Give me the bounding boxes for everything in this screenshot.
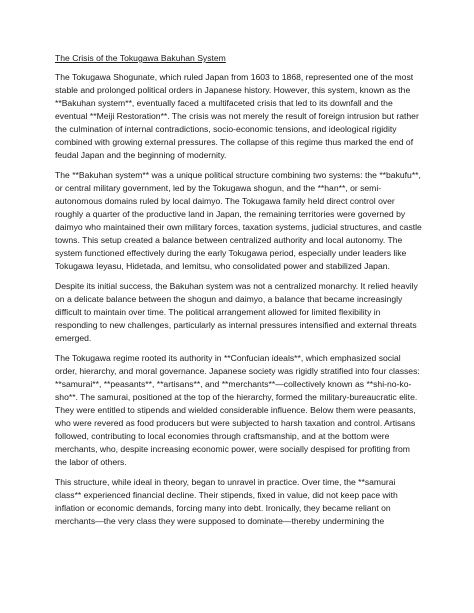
paragraph-confucian-ideals: The Tokugawa regime rooted its authority in **Confucian ideals**, which emphasized social order, hierarchy, and moral governance. Japanese society was rigidly stratified into four classes: **samurai**, **peasants**, **artisans**, and **merchants**—collectively known as **shi-no-ko-sho**. The samurai, positioned at the top of the hierarchy, formed the military-bureaucratic elite. They were entitled to stipends and wielded considerable influence. Below them were peasants, who were revered as food producers but were subjected to harsh taxation and control. Artisans followed, contributing to local economies through craftsmanship, and at the bottom were merchants, who, despite increasing economic power, were socially despised for profiting from the labor of others. bbox=[55, 353, 420, 467]
paragraph-samurai-decline: This structure, while ideal in theory, began to unravel in practice. Over time, the **samurai class** experienced financial decline. Their stipends, fixed in value, did not keep pace with inflation or economic demands, forcing many into debt. Ironically, they became reliant on merchants—the very class they were supposed to dominate—thereby undermining the bbox=[55, 477, 398, 526]
paragraph-initial-success: Despite its initial success, the Bakuhan system was not a centralized monarchy. It relied heavily on a delicate balance between the shogun and daimyo, a balance that became increasingly difficult to maintain over time. The political arrangement allowed for limited flexibility in responding to new challenges, particularly as internal pressures intensified and external threats emerged. bbox=[55, 281, 418, 343]
document-title: The Crisis of the Tokugawa Bakuhan System bbox=[55, 53, 226, 63]
paragraph-intro: The Tokugawa Shogunate, which ruled Japan from 1603 to 1868, represented one of the most stable and prolonged political orders in Japanese history. However, this system, known as the **Bakuhan system**, eventually faced a multifaceted crisis that led to its downfall and the eventual **Meiji Restoration**. The crisis was not merely the result of foreign intrusion but rather the culmination of internal contradictions, socio-economic tensions, and ideological rigidity combined with growing external pressures. The collapse of this regime thus marked the end of feudal Japan and the beginning of modernity. bbox=[55, 72, 419, 160]
document-page bbox=[55, 52, 423, 535]
paragraph-bakuhan-structure: The **Bakuhan system** was a unique political structure combining two systems: the **bakufu**, or central military government, led by the Tokugawa shogun, and the **han**, or semi-autonomous domains ruled by local daimyo. The Tokugawa family held direct control over roughly a quarter of the productive land in Japan, the remaining territories were governed by daimyo who maintained their own military forces, taxation systems, judicial structures, and castle towns. This setup created a balance between centralized authority and local autonomy. The system functioned effectively during the early Tokugawa period, especially under leaders like Tokugawa Ieyasu, Hidetada, and Iemitsu, who consolidated power and stabilized Japan. bbox=[55, 170, 422, 271]
